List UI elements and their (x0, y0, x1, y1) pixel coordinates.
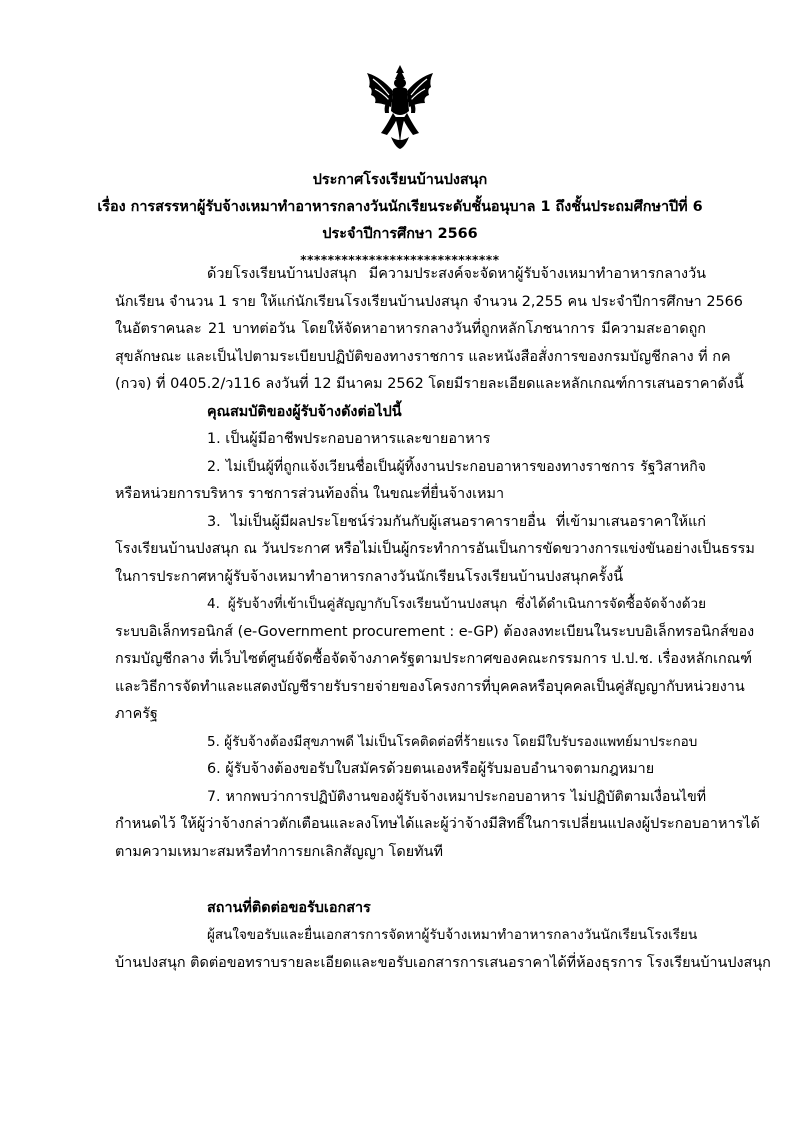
qualification-item-cont: ระบบอิเล็กทรอนิกส์ (e-Government procurement : e-GP) ต้องลงทะเบียนในระบบอิเล็กทรอนิกส์ของ (115, 624, 755, 640)
qualification-item-cont: หรือหน่วยการบริหาร ราชการส่วนท้องถิ่น ในขณะที่ยื่นจ้างเหมา (115, 486, 505, 502)
contact-line: บ้านปงสนุก ติดต่อขอทราบรายละเอียดและขอรับเอกสารการเสนอราคาได้ที่ห้องธุรการ โรงเรียนบ้านปงสนุก (115, 955, 771, 971)
academic-year-line: ประจำปีการศึกษา 2566 (322, 226, 478, 242)
announcement-subject: เรื่อง การสรรหาผู้รับจ้างเหมาทำอาหารกลางวันนักเรียนระดับชั้นอนุบาล 1 ถึงชั้นประถมศึกษาปีที่ 6 (97, 199, 703, 215)
qualification-item: 3. ไม่เป็นผู้มีผลประโยชน์ร่วมกันกับผู้เสนอราคารายอื่น ที่เข้ามาเสนอราคาให้แก่ (207, 514, 706, 530)
qualification-item-cont: และวิธีการจัดทำและแสดงบัญชีรายรับรายจ่ายของโครงการที่บุคคลหรือบุคคลเป็นคู่สัญญากับหน่วยงาน (115, 679, 745, 695)
contact-heading: สถานที่ติดต่อขอรับเอกสาร (207, 900, 371, 916)
qualification-item-cont: โรงเรียนบ้านปงสนุก ณ วันประกาศ หรือไม่เป็นผู้กระทำการอันเป็นการขัดขวางการแข่งขันอย่างเป็นธรรม (115, 541, 755, 557)
qualifications-heading: คุณสมบัติของผู้รับจ้างดังต่อไปนี้ (207, 404, 402, 420)
qualification-item: 7. หากพบว่าการปฏิบัติงานของผู้รับจ้างเหมาประกอบอาหาร ไม่ปฏิบัติตามเงื่อนไขที่ (207, 789, 706, 805)
garuda-emblem-icon (363, 63, 437, 151)
intro-line: สุขลักษณะ และเป็นไปตามระเบียบปฏิบัติของทางราชการ และหนังสือสั่งการของกรมบัญชีกลาง ที่ กค (115, 349, 731, 365)
qualification-item-cont: ในการประกาศหาผู้รับจ้างเหมาทำอาหารกลางวันนักเรียนโรงเรียนบ้านปงสนุกครั้งนี้ (115, 569, 624, 585)
contact-line: ผู้สนใจขอรับและยื่นเอกสารการจัดหาผู้รับจ้างเหมาทำอาหารกลางวันนักเรียนโรงเรียน (207, 927, 698, 943)
intro-line: (กวจ) ที่ 0405.2/ว116 ลงวันที่ 12 มีนาคม 2562 โดยมีรายละเอียดและหลักเกณฑ์การเสนอราคาดังนี้ (115, 376, 744, 392)
qualification-item: 4. ผู้รับจ้างที่เข้าเป็นคู่สัญญากับโรงเรียนบ้านปงสนุก ซึ่งได้ดำเนินการจัดซื้อจัดจ้างด้วย (207, 596, 706, 612)
intro-line: ในอัตราคนละ 21 บาทต่อวัน โดยให้จัดหาอาหารกลางวันที่ถูกหลักโภชนาการ มีความสะอาดถูก (115, 321, 706, 337)
announcement-title: ประกาศโรงเรียนบ้านปงสนุก (312, 172, 488, 188)
qualification-item: 5. ผู้รับจ้างต้องมีสุขภาพดี ไม่เป็นโรคติดต่อที่ร้ายแรง โดยมีใบรับรองแพทย์มาประกอบ (207, 734, 698, 750)
qualification-item: 2. ไม่เป็นผู้ที่ถูกแจ้งเวียนชื่อเป็นผู้ทิ้งงานประกอบอาหารของทางราชการ รัฐวิสาหกิจ (207, 459, 706, 475)
intro-line: ด้วยโรงเรียนบ้านปงสนุก มีความประสงค์จะจัดหาผู้รับจ้างเหมาทำอาหารกลางวัน (207, 266, 706, 282)
intro-line: นักเรียน จำนวน 1 ราย ให้แก่นักเรียนโรงเรียนบ้านปงสนุก จำนวน 2,255 คน ประจำปีการศึกษา 2566 (115, 294, 743, 310)
qualification-item: 6. ผู้รับจ้างต้องขอรับใบสมัครด้วยตนเองหรือผู้รับมอบอำนาจตามกฎหมาย (207, 761, 655, 777)
qualification-item-cont: ตามความเหมาะสมหรือทำการยกเลิกสัญญา โดยทันที (115, 844, 443, 860)
separator-stars: ***************************** (300, 253, 500, 267)
qualification-item-cont: กำหนดไว้ ให้ผู้ว่าจ้างกล่าวตักเตือนและลงโทษได้และผู้ว่าจ้างมีสิทธิ์ในการเปลี่ยนแปลงผู้ประกอบอาหารได้ (115, 816, 760, 832)
qualification-item-cont: กรมบัญชีกลาง ที่เว็บไซต์ศูนย์จัดซื้อจัดจ้างภาครัฐตามประกาศของคณะกรรมการ ป.ป.ช. เรื่องหลักเกณฑ์ (115, 651, 753, 667)
qualification-item: 1. เป็นผู้มีอาชีพประกอบอาหารและขายอาหาร (207, 431, 491, 447)
qualification-item-cont: ภาครัฐ (115, 706, 158, 722)
